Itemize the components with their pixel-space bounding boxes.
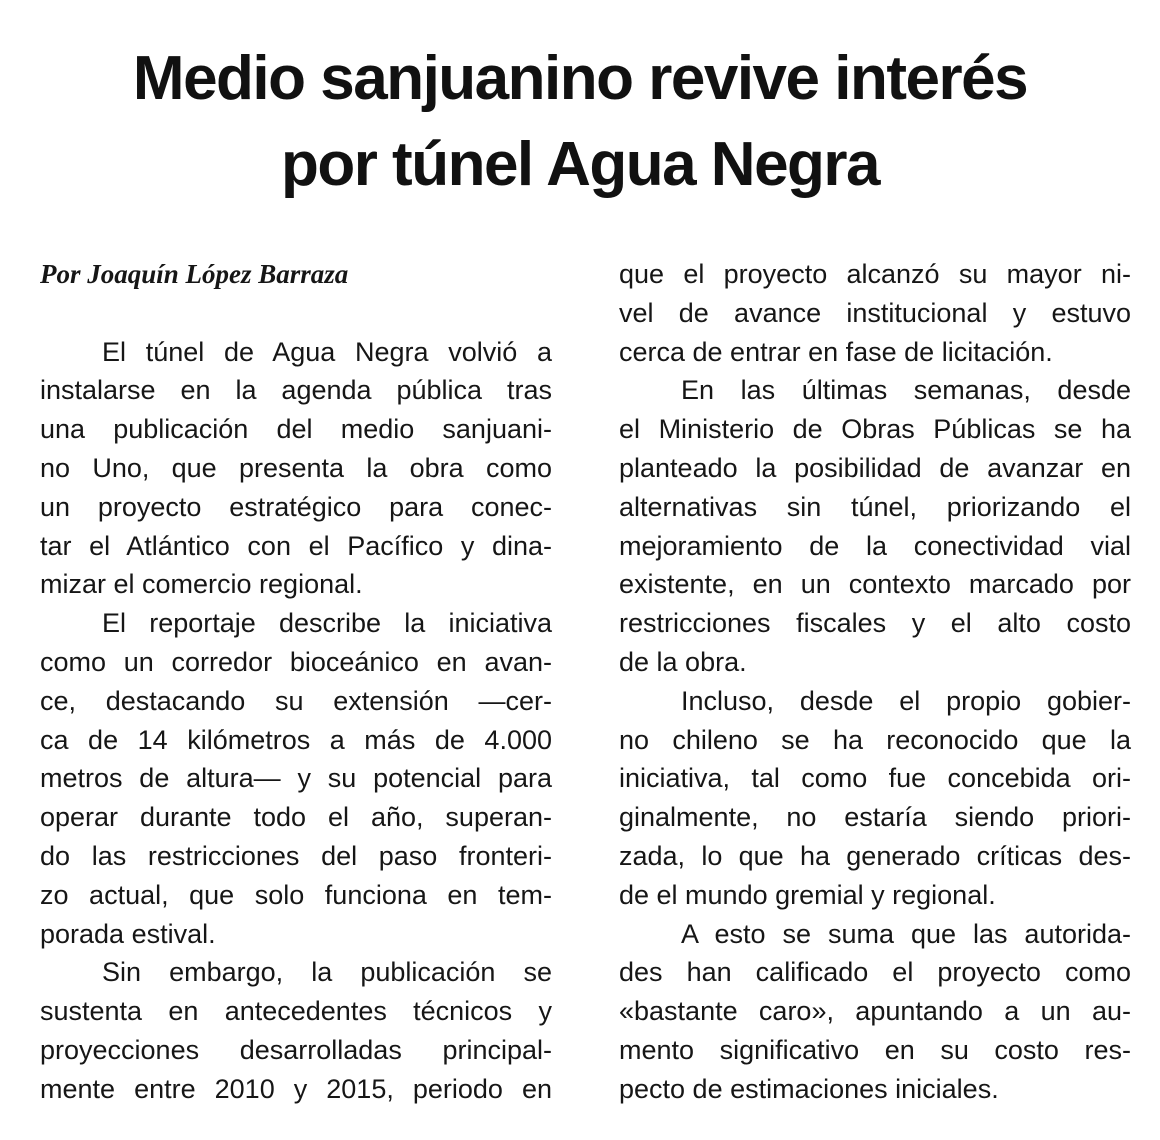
text-line: como un corredor bioceánico en avan- (40, 646, 552, 677)
text-line: ce, destacando su extensión —cer- (40, 685, 552, 716)
text-line: zo actual, que solo funciona en tem- (40, 879, 552, 910)
text-line: alternativas sin túnel, priorizando el (619, 491, 1131, 522)
headline-line-2: por túnel Agua Negra (280, 130, 880, 199)
text-line: mejoramiento de la conectividad vial (619, 530, 1131, 561)
text-line: mizar el comercio regional. (40, 569, 363, 600)
text-line: iniciativa, tal como fue concebida ori- (619, 763, 1131, 794)
text-line: planteado la posibilidad de avanzar en (619, 452, 1131, 483)
article-column-left (40, 255, 552, 1109)
text-line: porada estival. (40, 918, 216, 949)
article-headline (0, 36, 1160, 208)
text-line: El reportaje describe la iniciativa (102, 608, 552, 639)
text-line: no chileno se ha reconocido que la (619, 724, 1131, 755)
text-line: do las restricciones del paso fronteri- (40, 840, 552, 871)
text-line: que el proyecto alcanzó su mayor ni- (619, 259, 1131, 289)
text-line: una publicación del medio sanjuani- (40, 414, 552, 445)
text-line: pecto de estimaciones iniciales. (619, 1073, 999, 1104)
byline: Por Joaquín López Barraza (40, 259, 349, 289)
text-line: ca de 14 kilómetros a más de 4.000 (40, 724, 552, 755)
text-line: metros de altura— y su potencial para (40, 763, 552, 794)
text-line: «bastante caro», apuntando a un au- (619, 996, 1131, 1027)
text-line: En las últimas semanas, desde (681, 375, 1131, 406)
text-line: un proyecto estratégico para conec- (40, 491, 552, 522)
text-line: operar durante todo el año, superan- (40, 802, 552, 833)
text-line: El túnel de Agua Negra volvió a (102, 336, 552, 367)
text-line: cerca de entrar en fase de licitación. (619, 336, 1053, 367)
text-line: A esto se suma que las autorida- (681, 918, 1131, 949)
text-line: mento significativo en su costo res- (619, 1034, 1131, 1065)
text-line: ginalmente, no estaría siendo priori- (619, 802, 1131, 833)
text-line: tar el Atlántico con el Pacífico y dina- (40, 530, 552, 561)
article-column-right (619, 255, 1131, 1109)
text-line: vel de avance institucional y estuvo (619, 297, 1131, 328)
text-line: de la obra. (619, 646, 747, 677)
text-line: zada, lo que ha generado críticas des- (619, 840, 1131, 871)
text-line: sustenta en antecedentes técnicos y (40, 996, 552, 1027)
text-line: no Uno, que presenta la obra como (40, 452, 552, 483)
text-line: restricciones fiscales y el alto costo (619, 608, 1131, 639)
text-line: proyecciones desarrolladas principal- (40, 1034, 552, 1065)
headline-line-1: Medio sanjuanino revive interés (132, 44, 1028, 113)
text-line: instalarse en la agenda pública tras (40, 375, 552, 406)
text-line: el Ministerio de Obras Públicas se ha (619, 414, 1131, 445)
text-line: Sin embargo, la publicación se (102, 957, 552, 988)
text-line: Incluso, desde el propio gobier- (681, 685, 1131, 716)
text-line: de el mundo gremial y regional. (619, 879, 996, 910)
text-line: existente, en un contexto marcado por (619, 569, 1131, 600)
text-line: mente entre 2010 y 2015, periodo en (40, 1073, 552, 1104)
text-line: des han calificado el proyecto como (619, 957, 1131, 988)
